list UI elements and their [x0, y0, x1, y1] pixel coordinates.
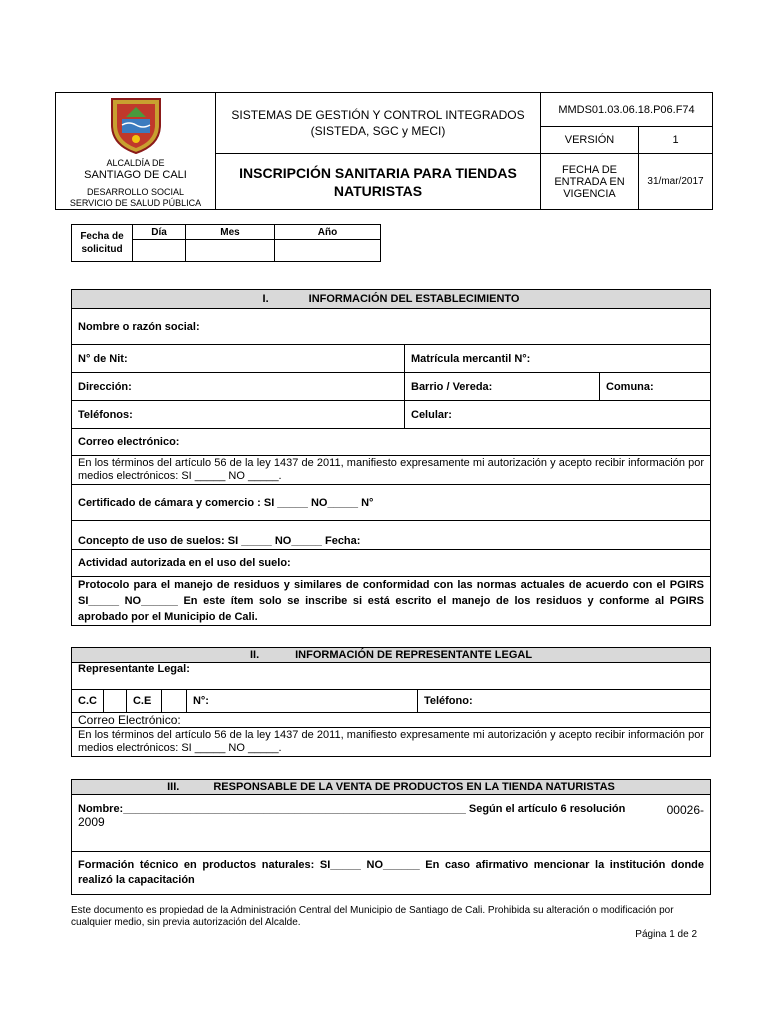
request-date-label: Fecha de solicitud — [72, 225, 133, 262]
mobile-field[interactable]: Celular: — [405, 401, 711, 429]
form-title-2: NATURISTAS — [333, 182, 423, 199]
section-establishment — [71, 289, 711, 626]
commercial-registration-field[interactable]: Matrícula mercantil N°: — [405, 345, 711, 373]
day-header: Día — [133, 225, 186, 240]
month-field[interactable] — [186, 240, 275, 262]
resolution-number-1: 00026- — [666, 803, 704, 817]
form-title-cell — [216, 154, 541, 210]
dept-line-1: DESARROLLO SOCIAL — [86, 187, 185, 197]
cc-checkbox[interactable] — [103, 690, 126, 713]
month-header: Mes — [186, 225, 275, 240]
coat-of-arms-icon — [108, 95, 164, 155]
org-name: ALCALDÍA DE — [106, 158, 165, 168]
day-field[interactable] — [133, 240, 186, 262]
section-legal-representative — [71, 647, 711, 757]
responsible-name-line: Nombre:________________________________________________________ Según el artículo 6 resolución — [78, 803, 626, 815]
phones-field[interactable]: Teléfonos: — [72, 401, 405, 429]
id-number-field[interactable]: N°: — [186, 690, 417, 713]
responsible-name-field[interactable] — [72, 795, 711, 852]
address-field[interactable]: Dirección: — [72, 373, 405, 401]
ownership-notice: Este documento es propiedad de la Administración Central del Municipio de Santiago de Cali. Prohibida su alteración o modificación por cualquier medio, sin previa autorización del Alcalde. — [71, 905, 674, 928]
org-city: SANTIAGO DE CALI — [84, 169, 187, 181]
form-title-1: INSCRIPCIÓN SANITARIA PARA TIENDAS — [239, 164, 517, 181]
chamber-certificate-field[interactable]: Certificado de cámara y comercio : SI _____ NO_____ N° — [72, 485, 711, 521]
legal-rep-consent-text: En los términos del artículo 56 de la ley 1437 de 2011, manifiesto expresamente mi autorización y acepto recibir información por medios electrónicos: SI _____ NO _____. — [72, 728, 711, 757]
system-cell — [216, 93, 541, 154]
legal-representative-field[interactable]: Representante Legal: — [72, 663, 711, 690]
cc-label: C.C — [72, 690, 104, 713]
section-3-header: III. RESPONSABLE DE LA VENTA DE PRODUCTOS EN LA TIENDA NATURISTAS — [72, 780, 711, 795]
ce-label: C.E — [126, 690, 161, 713]
system-line-2: (SISTEDA, SGC y MECI) — [310, 124, 446, 138]
year-field[interactable] — [275, 240, 381, 262]
section-3-title: RESPONSABLE DE LA VENTA DE PRODUCTOS EN LA TIENDA NATURISTAS — [213, 781, 615, 793]
section-2-title: INFORMACIÓN DE REPRESENTANTE LEGAL — [295, 649, 533, 661]
natural-products-training-field[interactable]: Formación técnico en productos naturales: SI_____ NO______ En caso afirmativo mencionar la institución donde realizó la capacitación — [72, 852, 711, 895]
dept-line-2: SERVICIO DE SALUD PÚBLICA — [69, 198, 202, 208]
resolution-number-2: 2009 — [78, 815, 105, 829]
year-header: Año — [275, 225, 381, 240]
electronic-consent-text: En los términos del artículo 56 de la ley 1437 de 2011, manifiesto expresamente mi autorización y acepto recibir información por medios electrónicos: SI _____ NO _____. — [72, 456, 711, 485]
comuna-field[interactable]: Comuna: — [600, 373, 711, 401]
version-value: 1 — [639, 127, 713, 154]
legal-rep-email-field[interactable]: Correo Electrónico: — [72, 713, 711, 728]
effective-date-value: 31/mar/2017 — [639, 154, 713, 210]
version-label: VERSIÓN — [541, 127, 639, 154]
nit-field[interactable]: N° de Nit: — [72, 345, 405, 373]
ce-checkbox[interactable] — [161, 690, 186, 713]
system-line-1: SISTEMAS DE GESTIÓN Y CONTROL INTEGRADOS — [231, 108, 525, 122]
effective-date-label: FECHA DE ENTRADA EN VIGENCIA — [541, 154, 639, 210]
land-use-field[interactable]: Concepto de uso de suelos: SI _____ NO_____ Fecha: — [72, 521, 711, 550]
request-date-table — [71, 224, 381, 262]
waste-protocol-field[interactable]: Protocolo para el manejo de residuos y similares de conformidad con las normas actuales de acuerdo con el PGIRS SI_____ NO______ En este ítem solo se inscribe si está escrito el manejo de los residuos y conforme al PGIRS aprobado por el Municipio de Cali. — [72, 577, 711, 626]
business-name-field[interactable]: Nombre o razón social: — [72, 309, 711, 345]
section-1-header: I. INFORMACIÓN DEL ESTABLECIMIENTO — [72, 290, 711, 309]
section-1-title: INFORMACIÓN DEL ESTABLECIMIENTO — [308, 293, 520, 305]
email-field[interactable]: Correo electrónico: — [72, 429, 711, 456]
authorized-activity-field[interactable]: Actividad autorizada en el uso del suelo: — [72, 550, 711, 577]
page-number: Página 1 de 2 — [635, 929, 697, 940]
document-header — [55, 92, 713, 210]
legal-rep-phone-field[interactable]: Teléfono: — [417, 690, 710, 713]
logo-cell — [56, 93, 216, 210]
form-code: MMDS01.03.06.18.P06.F74 — [541, 93, 713, 127]
section-2-header: II. INFORMACIÓN DE REPRESENTANTE LEGAL — [72, 648, 711, 663]
neighborhood-field[interactable]: Barrio / Vereda: — [405, 373, 600, 401]
section-sales-responsible — [71, 779, 711, 895]
